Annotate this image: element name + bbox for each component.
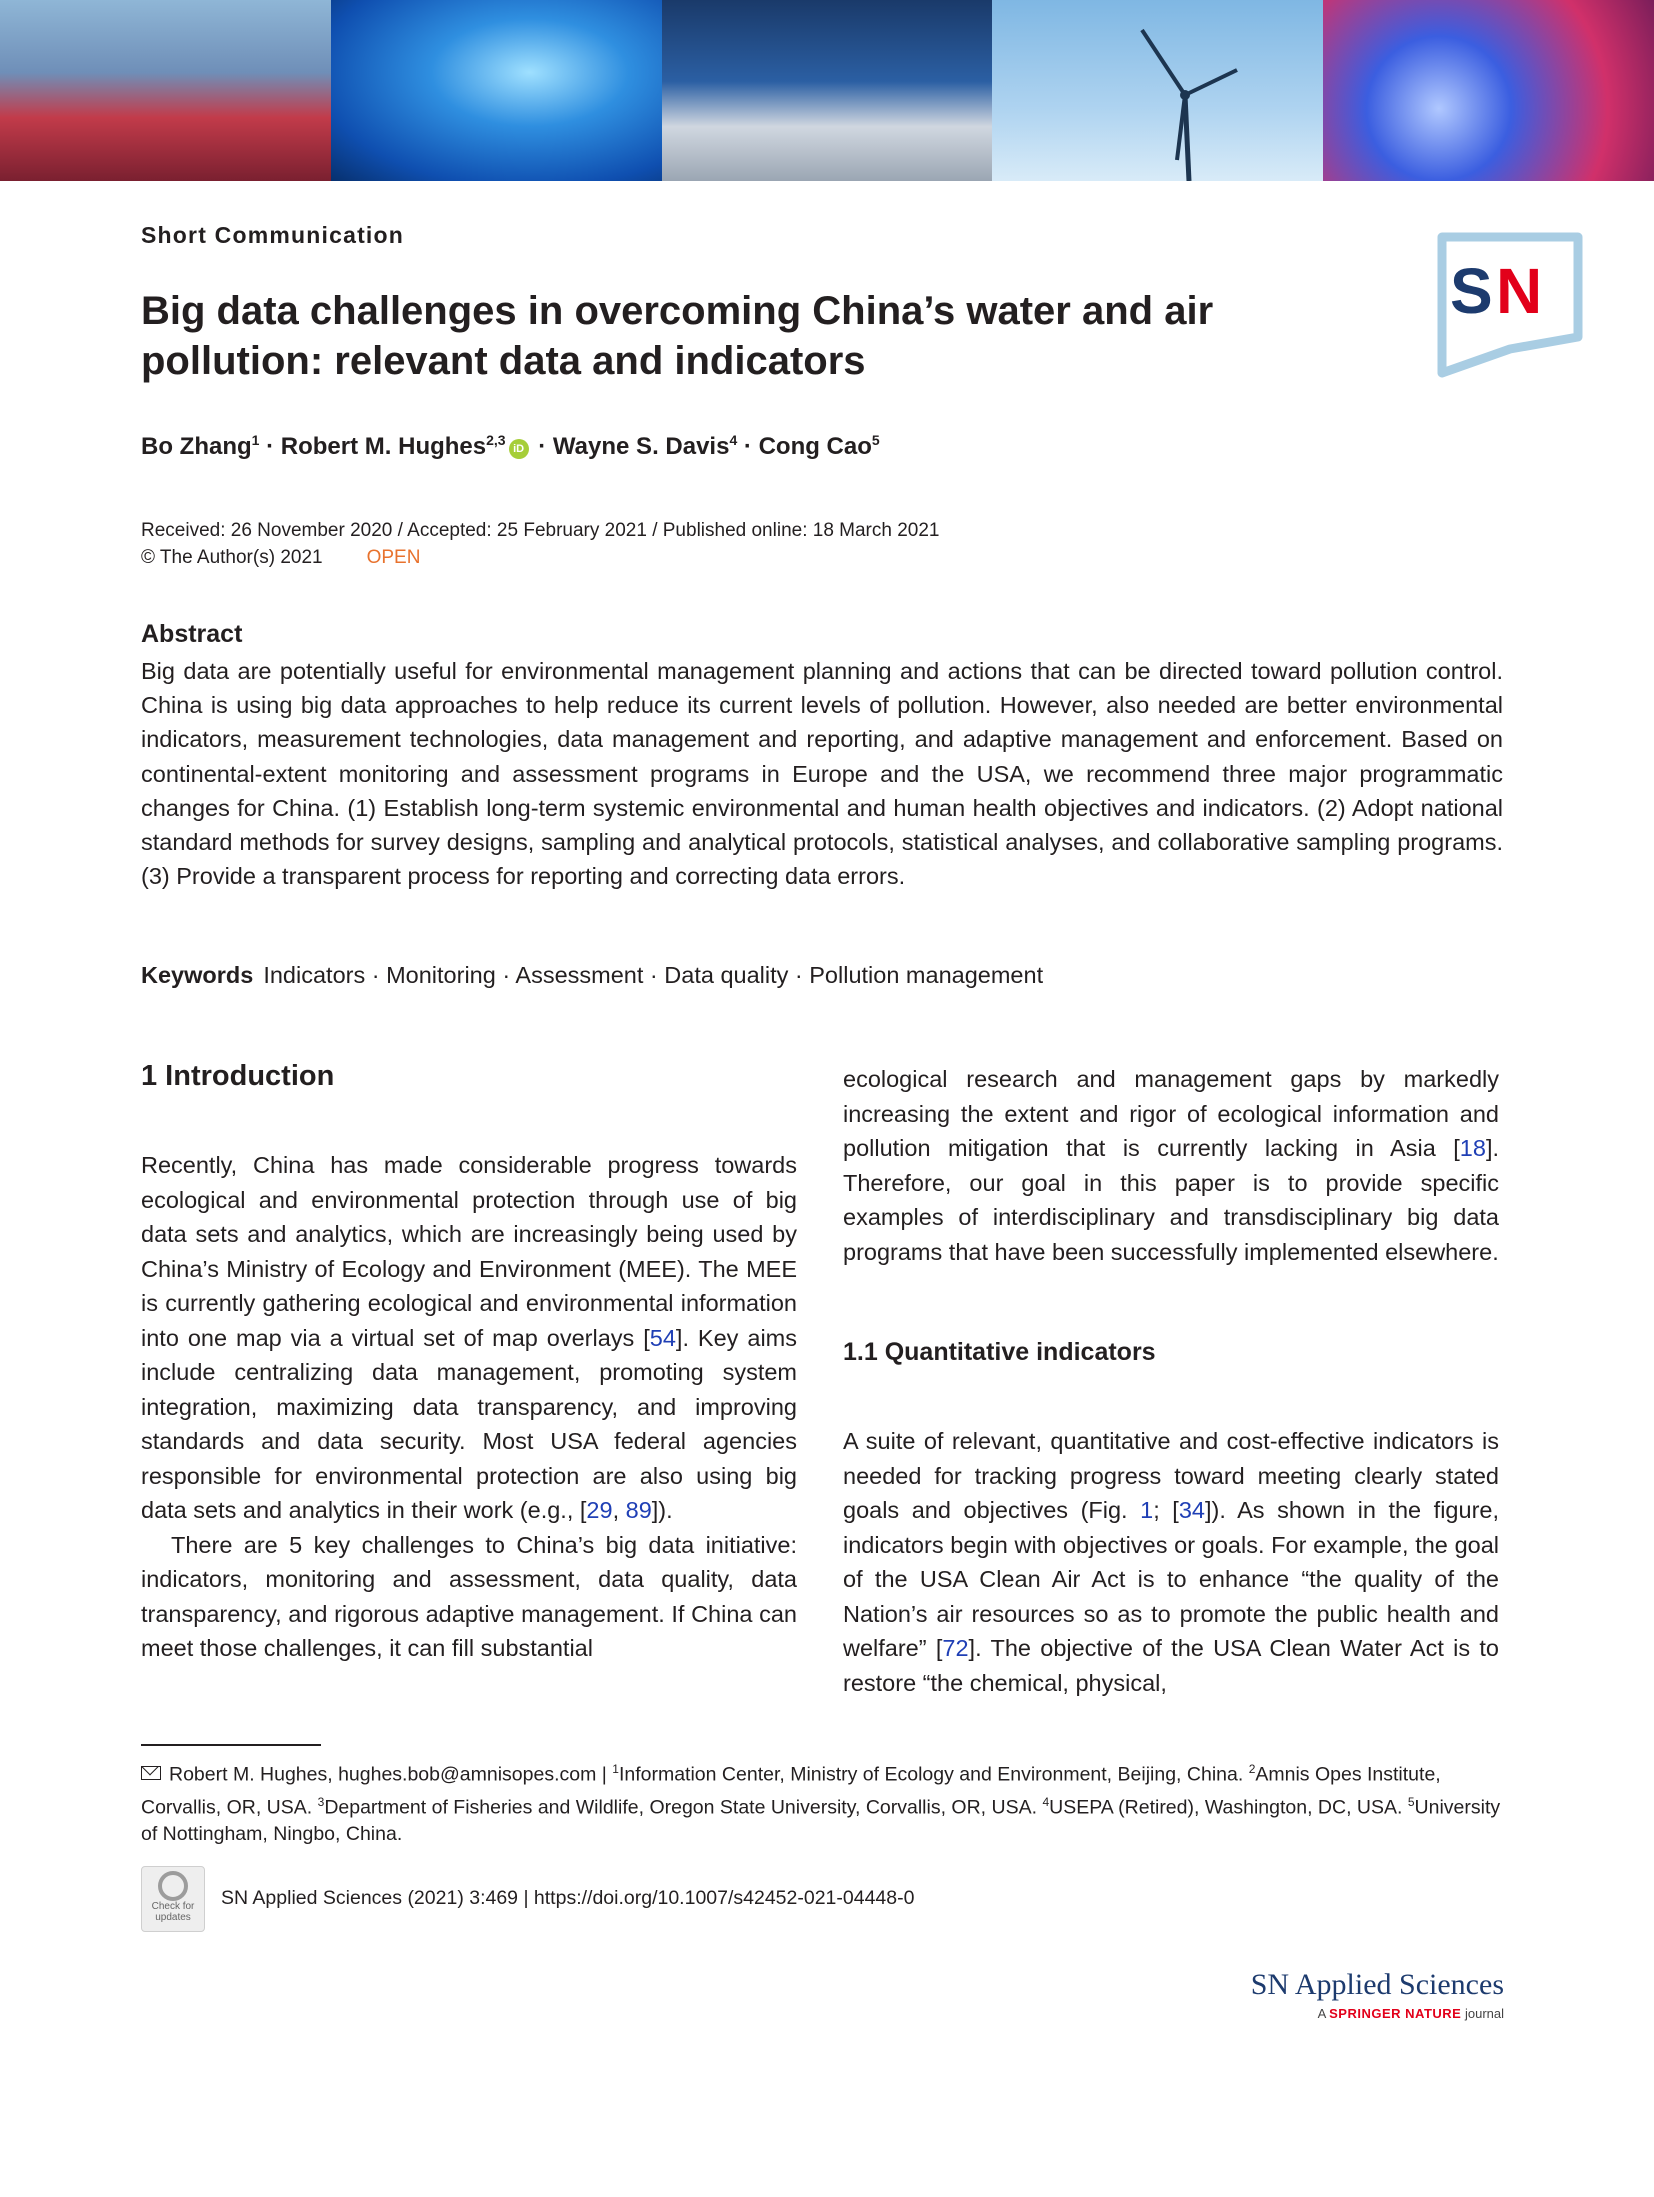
svg-text:N: N <box>1496 255 1543 327</box>
footnote-text: USEPA (Retired), Washington, DC, USA. <box>1049 1796 1408 1818</box>
paragraph-text: A suite of relevant, quantitative and cost-effective indicators is needed for tracking progress toward meeting clearly stated goals and objectives (Fig. <box>843 1428 1499 1523</box>
affiliation-number: 3 <box>317 1794 325 1809</box>
banner-image-molecules <box>1323 0 1654 181</box>
citation-link[interactable]: 34 <box>1178 1497 1205 1523</box>
paragraph-text: ]. Key aims include centralizing data management, promoting system integration, maximizing data transparency, and improving standards and data security. Most USA federal agencies responsible for environmental protection are also using big data sets and analytics in their work (e.g., [ <box>141 1324 797 1523</box>
publication-dates <box>141 517 940 571</box>
paragraph-text: ]). As shown in the figure, indicators begin with objectives or goals. For example, the goal of the USA Clean Air Act is to enhance “the quality of the Nation’s air resources so as to promote the public health and welfare” [ <box>843 1497 1499 1661</box>
author-affiliation: 5 <box>871 432 880 448</box>
abstract-heading: Abstract <box>141 620 243 648</box>
banner-image-machine <box>662 0 993 181</box>
citation-link[interactable]: 29 <box>586 1497 613 1523</box>
section-heading-introduction: 1 Introduction <box>141 1060 335 1092</box>
footnote-text: Amnis Opes Institute, Corvallis, OR, USA. <box>141 1763 1441 1818</box>
publisher-line <box>1234 2006 1504 2021</box>
right-column-lower <box>843 1424 1499 1700</box>
paragraph-text: ]. The objective of the USA Clean Water Act is to restore “the chemical, physical, <box>843 1635 1500 1696</box>
check-for-updates-badge[interactable] <box>141 1866 205 1932</box>
open-access-badge: OPEN <box>366 547 421 568</box>
journal-citation[interactable]: SN Applied Sciences (2021) 3:469 | https://doi.org/10.1007/s42452-021-04448-0 <box>221 1887 915 1909</box>
paragraph-text: ]). <box>651 1497 673 1523</box>
author-separator: · <box>531 433 553 460</box>
journal-name: SN Applied Sciences <box>1250 1968 1504 2001</box>
right-paragraph-1 <box>843 1062 1499 1269</box>
figure-link[interactable]: 1 <box>1140 1497 1154 1523</box>
orcid-icon[interactable]: iD <box>509 439 529 459</box>
article-title: Big data challenges in overcoming China’s water and air pollution: relevant data and indicators <box>141 289 1214 383</box>
sn-logo <box>1436 231 1584 379</box>
affiliation-number: 2 <box>1248 1762 1256 1776</box>
banner-image-lightning <box>331 0 662 181</box>
svg-text:S: S <box>1450 255 1493 327</box>
badge-text: Check for <box>151 1901 195 1912</box>
right-paragraph-2 <box>843 1424 1499 1700</box>
keywords-text: Indicators · Monitoring · Assessment · Data quality · Pollution management <box>263 962 1044 988</box>
author-affiliation: 4 <box>729 432 738 448</box>
affiliation-number: 5 <box>1407 1794 1415 1809</box>
keywords <box>141 962 1043 989</box>
footnote-text: Robert M. Hughes, hughes.bob@amnisopes.com | <box>169 1763 613 1786</box>
subsection-heading-indicators: 1.1 Quantitative indicators <box>843 1338 1156 1366</box>
footnote-text: University of Nottingham, Ningbo, China. <box>141 1796 1501 1845</box>
wind-turbine-icon <box>992 0 1323 181</box>
author-affiliation: 2,3 <box>486 432 506 448</box>
footnote-text: Department of Fisheries and Wildlife, Oregon State University, Corvallis, OR, USA. <box>324 1796 1043 1818</box>
author-name[interactable]: Cong Cao <box>758 433 872 460</box>
left-column <box>141 1148 797 1666</box>
paragraph-text: ]. Therefore, our goal in this paper is to provide specific examples of interdisciplinary and transdisciplinary big data programs that have been successfully implemented elsewhere. <box>843 1135 1499 1265</box>
paragraph-text: Recently, China has made considerable progress towards ecological and environmental protection through use of big data sets and analytics, which are increasingly being used by China’s Ministry of Ecology and Environment (MEE). The MEE is currently gathering ecological and environmental information into one map via a virtual set of map overlays [ <box>141 1152 797 1351</box>
author-affiliation: 1 <box>251 432 260 448</box>
author-name[interactable]: Bo Zhang <box>141 433 252 460</box>
badge-text: updates <box>155 1912 191 1923</box>
author-name[interactable]: Wayne S. Davis <box>552 433 730 460</box>
publisher-prefix: A <box>1317 2006 1330 2021</box>
author-separator: · <box>737 433 759 460</box>
envelope-icon <box>141 1766 161 1780</box>
citation-link[interactable]: 72 <box>942 1635 969 1661</box>
banner-image-lab <box>0 0 331 181</box>
affiliation-number: 4 <box>1042 1794 1050 1809</box>
article-type-label: Short Communication <box>141 222 405 248</box>
banner-image-wind-turbine <box>992 0 1323 181</box>
header-banner <box>0 0 1654 181</box>
abstract-text: Big data are potentially useful for environmental management planning and actions that can be directed toward pollution control. China is using big data approaches to help reduce its current levels of pollution. However, also needed are better environmental indicators, measurement technologies, data management and reporting, and adaptive management and enforcement. Based on continental-extent monitoring and assessment programs in Europe and the USA, we recommend three major programmatic changes for China. (1) Establish long-term systemic environmental and human health objectives and indicators. (2) Adopt national standard methods for survey designs, sampling and analytical protocols, statistical analyses, and collaborative sampling programs. (3) Provide a transparent process for reporting and correcting data errors. <box>141 658 1503 890</box>
intro-paragraph-2: There are 5 key challenges to China’s big data initiative: indicators, monitoring and assessment, data quality, data transparency, and rigorous adaptive management. If China can meet those challenges, it can fill substantial <box>141 1531 797 1661</box>
footnote-text: Information Center, Ministry of Ecology and Environment, Beijing, China. <box>618 1763 1249 1786</box>
citation-link[interactable]: 89 <box>625 1497 652 1523</box>
author-name[interactable]: Robert M. Hughes <box>280 433 487 460</box>
footnote-divider <box>141 1744 321 1746</box>
author-separator: · <box>259 433 281 460</box>
bookmark-icon <box>158 1871 188 1901</box>
right-column <box>843 1062 1499 1269</box>
affiliations-footnote <box>141 1756 1503 1848</box>
keywords-label: Keywords <box>141 962 254 988</box>
publisher-suffix: journal <box>1461 2006 1504 2021</box>
affiliation-number: 1 <box>612 1762 619 1776</box>
publisher-name: SPRINGER NATURE <box>1329 2006 1462 2021</box>
citation-link[interactable]: 18 <box>1459 1135 1486 1161</box>
author-list <box>141 432 880 461</box>
intro-paragraph-1 <box>141 1148 797 1528</box>
paragraph-text: , <box>612 1497 626 1523</box>
paragraph-text: ; [ <box>1153 1497 1179 1523</box>
paragraph-text: ecological research and management gaps by markedly increasing the extent and rigor of ecological information and pollution mitigation that is currently lacking in Asia [ <box>843 1066 1499 1161</box>
copyright-text: © The Author(s) 2021 <box>141 547 323 568</box>
dates-line: Received: 26 November 2020 / Accepted: 25 February 2021 / Published online: 18 March 2021 <box>141 520 940 541</box>
citation-link[interactable]: 54 <box>649 1324 676 1351</box>
